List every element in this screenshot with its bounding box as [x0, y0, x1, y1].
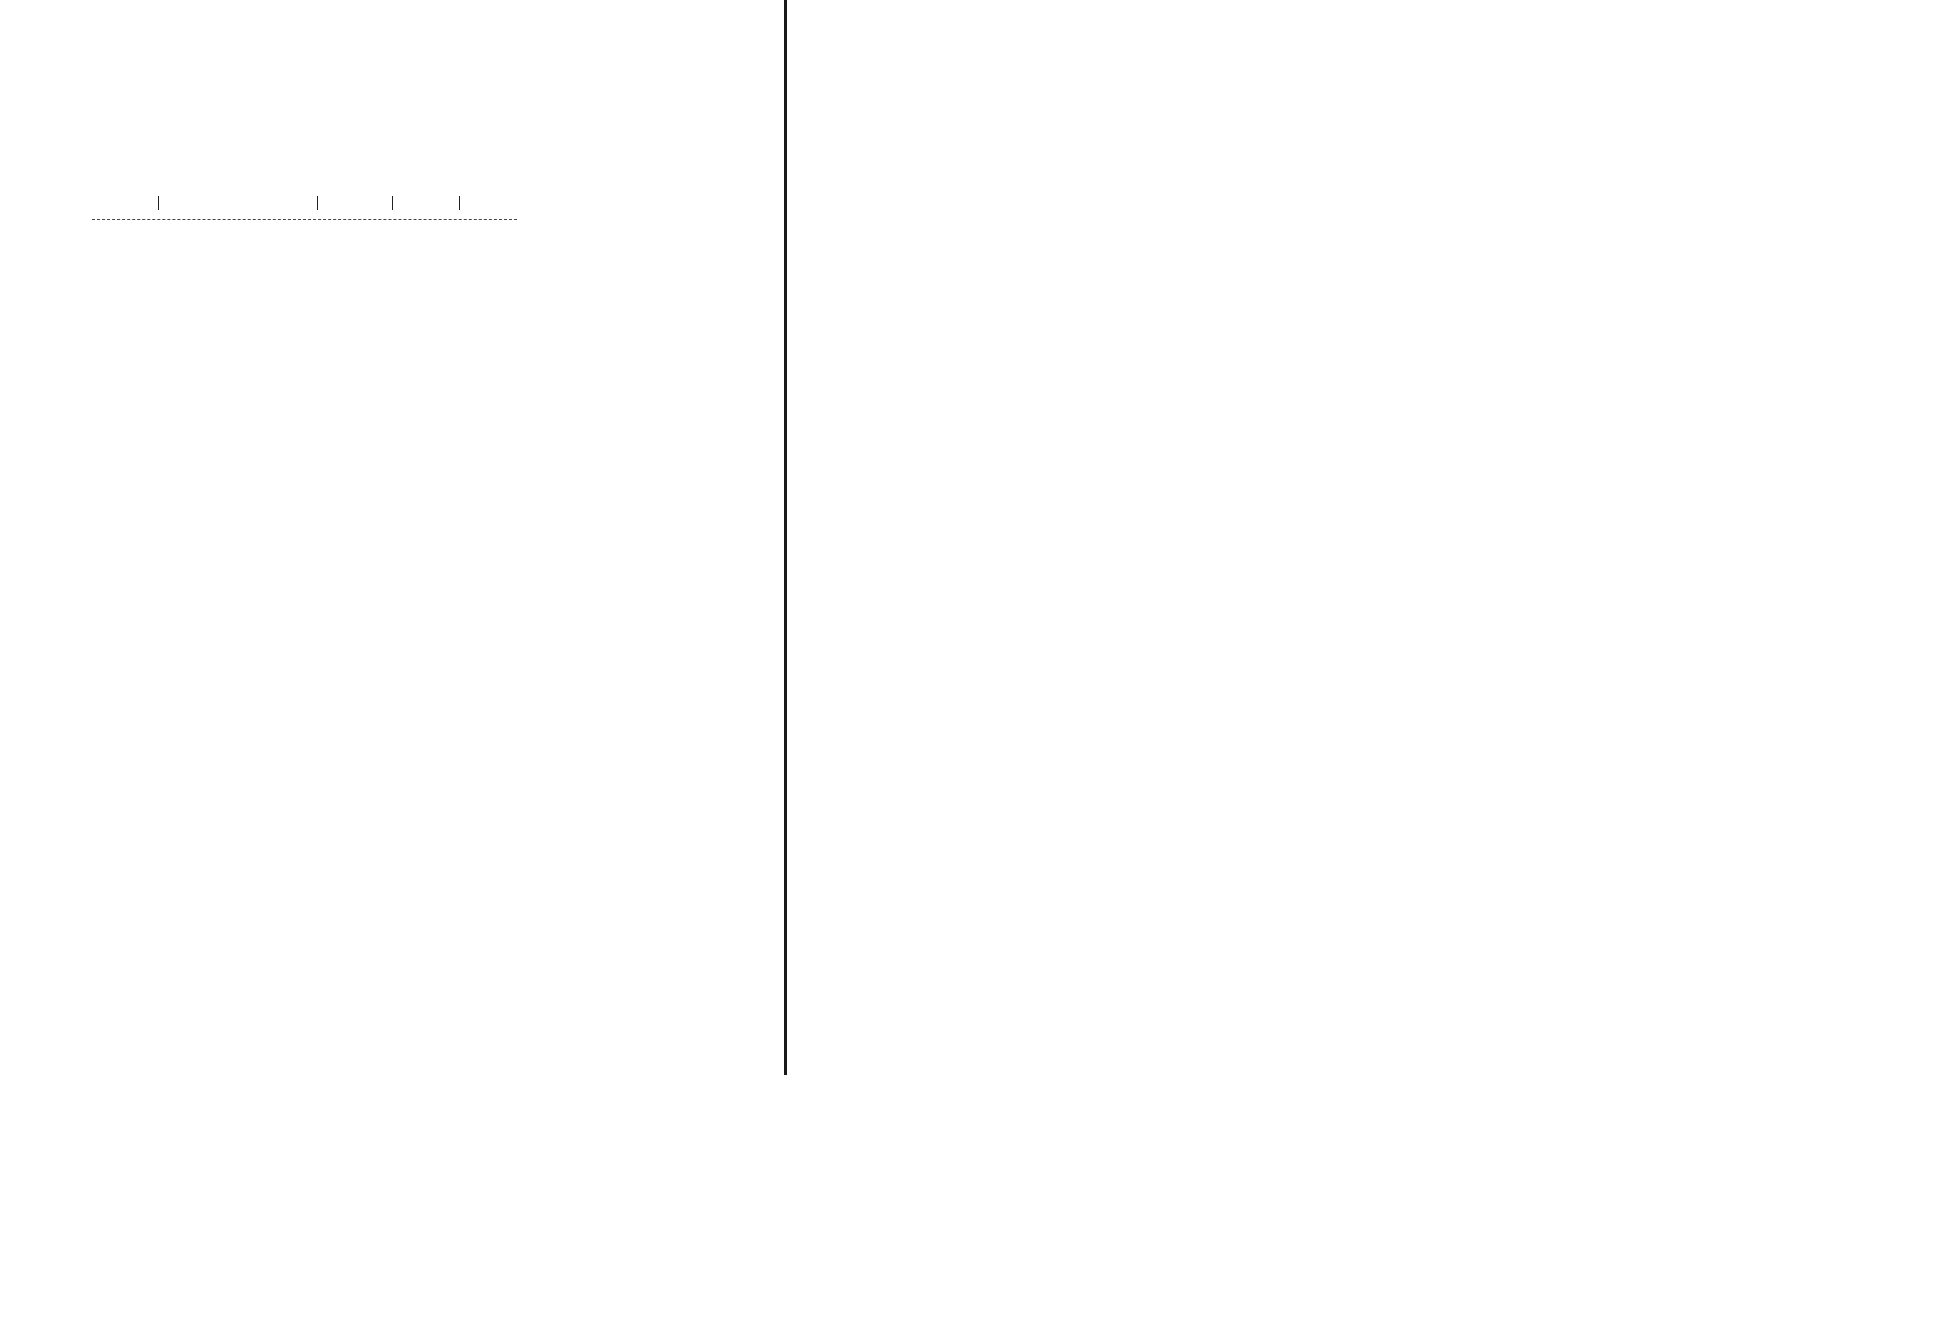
left-page [0, 0, 784, 1075]
timing-command [94, 172, 102, 190]
right-page [788, 0, 1551, 1075]
ellipsis-row [92, 224, 517, 243]
row-count [92, 242, 517, 261]
timing-result [92, 261, 517, 280]
header-separator [92, 219, 517, 221]
spine-divider [784, 0, 787, 1075]
psql-result-table [92, 196, 517, 279]
table-header-row [92, 196, 517, 215]
